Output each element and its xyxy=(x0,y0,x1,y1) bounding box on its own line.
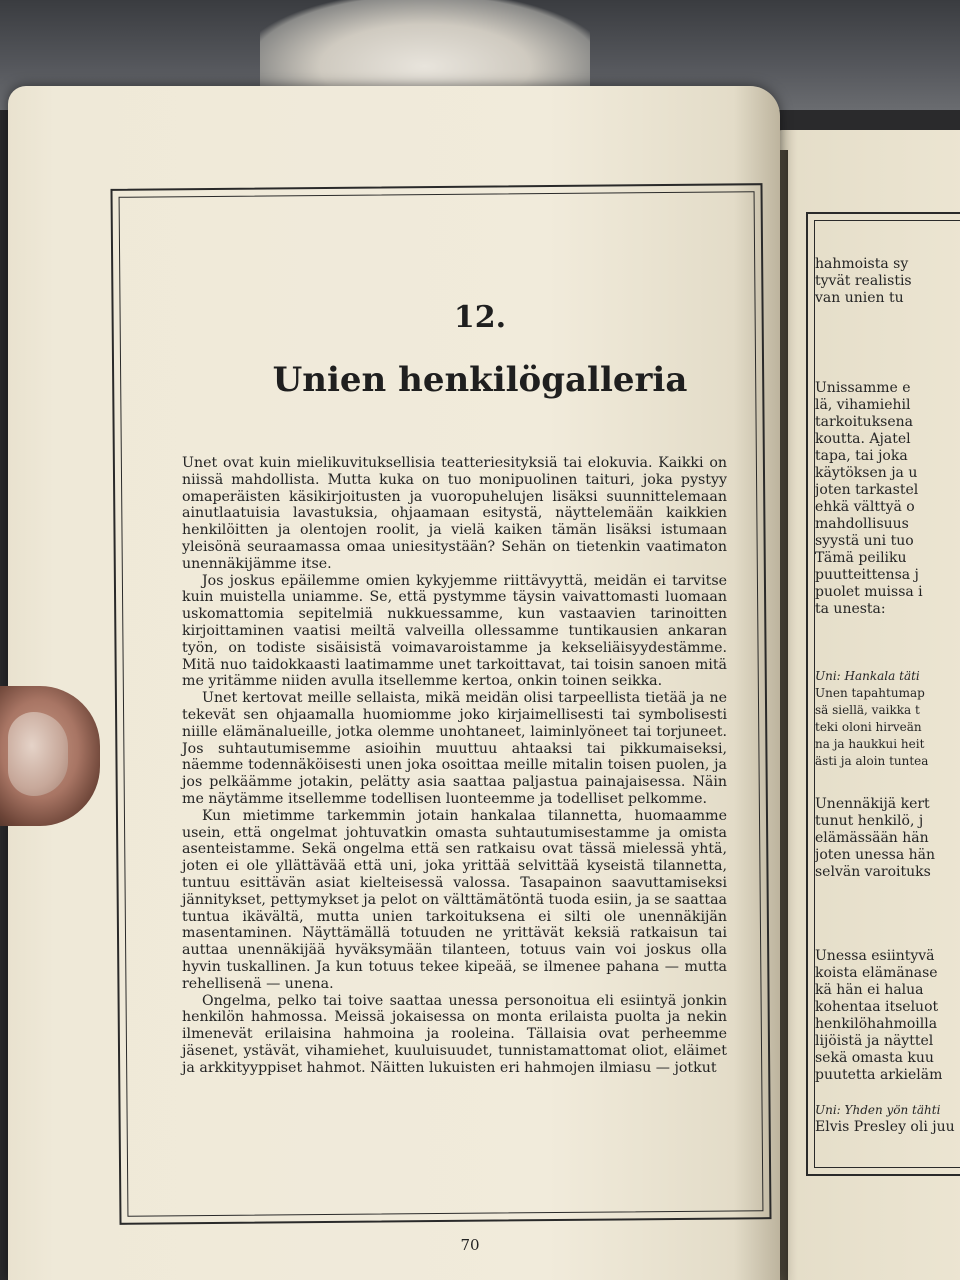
right-dream-1 xyxy=(815,668,960,770)
right-line: lijöistä ja näyttel xyxy=(815,1033,934,1049)
right-line: ehkä välttyä o xyxy=(815,499,915,515)
right-line: hahmoista sy xyxy=(815,256,909,272)
page-number: 70 xyxy=(460,1236,480,1254)
right-dream-2 xyxy=(815,1102,960,1136)
right-line: ta unesta: xyxy=(815,601,886,617)
right-line: Elvis Presley oli juu xyxy=(815,1119,955,1135)
right-line: teki oloni hirveän xyxy=(815,720,922,734)
right-line: tunut henkilö, j xyxy=(815,813,924,829)
right-line: koutta. Ajatel xyxy=(815,431,911,447)
thumbnail-fingernail xyxy=(8,712,68,796)
right-line: selvän varoituks xyxy=(815,864,931,880)
chapter-body xyxy=(182,455,727,1076)
paragraph-4: Kun mietimme tarkemmin jotain hankalaa tilannetta, huomaamme usein, että ongelmat johtuvatkin omasta suhtautumisestamme ja omista asenteistamme. Sekä ongelma että sen ratkaisu ovat tässä mielessä yhtä, joten ei ole yllättävää että uni, joka yrittää selvittää kyseistä tilannetta, tuntuu esittävän asiat kielteisessä valossa. Tasapainon saavuttamiseksi jännitykset, pettymykset ja pelot on välttämätöntä tuoda esiin, ja se saattaa tuntua ikävältä, mutta unien tarkoituksena ei silti ole unennäkijän masentaminen. Näyttämällä totuuden ne yrittävät keksiä ratkaisun tai auttaa unennäkijää hyväksymään tilanteen, totuus vain voi joskus olla hyvin tuskallinen. Ja kun totuus tekee kipeää, se ilmenee pahana — mutta rehellisenä — unena. xyxy=(182,807,727,992)
right-line: Unessa esiintyvä xyxy=(815,948,935,964)
right-line: henkilöhahmoilla xyxy=(815,1016,938,1032)
dream-title: Uni: Yhden yön tähti xyxy=(815,1103,941,1117)
paragraph-2: Jos joskus epäilemme omien kykyjemme riittävyyttä, meidän ei tarvitse kuin muistella uniamme. Se, että pystymme täysin vaivattomasti luomaan uskomattomia sepitelmiä nukkuessamme, kun vastaavien tarinoitten kirjoittaminen vaatisi meiltä valveilla ollessamme tuntikausien ankaran työn, on todiste sisäisistä voimavaroistamme ja kekseliäisyydestämme. Mitä nuo taidokkaasti laatimamme unet tarkoittavat, tai toisin sanoen mitä me yritämme niiden avulla itsellemme kertoa, onkin toinen seikka. xyxy=(182,572,727,690)
right-line: tapa, tai joka xyxy=(815,448,908,464)
right-line: koista elämänase xyxy=(815,965,938,981)
right-line: puolet muissa i xyxy=(815,584,923,600)
dream-title: Uni: Hankala täti xyxy=(815,669,920,683)
right-line: ästi ja aloin tuntea xyxy=(815,754,929,768)
right-line: puutteittensa j xyxy=(815,567,919,583)
right-line: Unen tapahtumap xyxy=(815,686,925,700)
paragraph-5: Ongelma, pelko tai toive saattaa unessa personoitua eli esiintyä jonkin henkilön hahmossa. Meissä jokaisessa on monta erilaista puolta ja nekin ilmenevät erilaisina hahmoina ja rooleina. Tällaisia ovat perheemme jäsenet, ystävät, vihamiehet, kuuluisuudet, tunnistamattomat oliot, eläimet ja arkkityyppiset hahmot. Näitten lukuisten eri hahmojen ilmiasu — jotkut xyxy=(182,992,727,1076)
right-line: joten unessa hän xyxy=(815,847,936,863)
right-line: käytöksen ja u xyxy=(815,465,918,481)
paragraph-1: Unet ovat kuin mielikuvituksellisia teatteriesityksiä tai elokuvia. Kaikki on niissä mahdollista. Mutta kuka on tuo monipuolinen taituri, joka pystyy omaperäisten käsikirjoitusten ja vuoropuhelujen lisäksi suunnittelemaan ainutlaatuisia lavastuksia, ohjaamaan esitystä, näyttelemään kaikkien henkilöitten ja olentojen roolit, ja vielä kaiken tämän lisäksi istumaan yleisönä seuraamassa omaa uniesitystään? Sehän on tietenkin vaatimaton unennäkijämme itse. xyxy=(182,455,727,572)
right-line: elämässään hän xyxy=(815,830,929,846)
right-block-4 xyxy=(815,948,960,1084)
right-line: van unien tu xyxy=(815,290,904,306)
right-block-1 xyxy=(815,256,960,307)
right-line: kä hän ei halua xyxy=(815,982,924,998)
right-line: sä siellä, vaikka t xyxy=(815,703,920,717)
chapter-number: 12. xyxy=(453,300,507,335)
right-line: na ja haukkui heit xyxy=(815,737,925,751)
paragraph-3: Unet kertovat meille sellaista, mikä meidän olisi tarpeellista tietää ja ne tekevät sen ohjaamalla huomiomme joko kirjaimellisesti tai symbolisesti niille elämänalueille, jotka olemme unohtaneet, laiminlyöneet tai torjuneet. Jos suhtautumisemme asioihin muuttuu ahtaaksi tai pikkumaiseksi, näemme todennäköisesti unen joka osoittaa meille mitalin toisen puolen, ja jos pelkäämme jotakin, pelätty asia saattaa paljastua painajaisessa. Näin me näytämme itsellemme todellisen luonteemme ja todelliset pelkomme. xyxy=(182,690,727,807)
right-line: kohentaa itseluot xyxy=(815,999,939,1015)
right-line: mahdollisuus xyxy=(815,516,909,532)
right-line: Unennäkijä kert xyxy=(815,796,930,812)
right-line: syystä uni tuo xyxy=(815,533,914,549)
right-line: sekä omasta kuu xyxy=(815,1050,934,1066)
chapter-title: Unien henkilögalleria xyxy=(272,360,688,400)
right-block-3 xyxy=(815,796,960,881)
right-line: lä, vihamiehil xyxy=(815,397,911,413)
right-line: tyvät realistis xyxy=(815,273,912,289)
right-line: joten tarkastel xyxy=(815,482,919,498)
right-line: tarkoituksena xyxy=(815,414,914,430)
right-line: Tämä peiliku xyxy=(815,550,907,566)
background-object xyxy=(260,0,590,95)
right-line: puutetta arkieläm xyxy=(815,1067,943,1083)
right-line: Unissamme e xyxy=(815,380,911,396)
right-block-2 xyxy=(815,380,960,618)
